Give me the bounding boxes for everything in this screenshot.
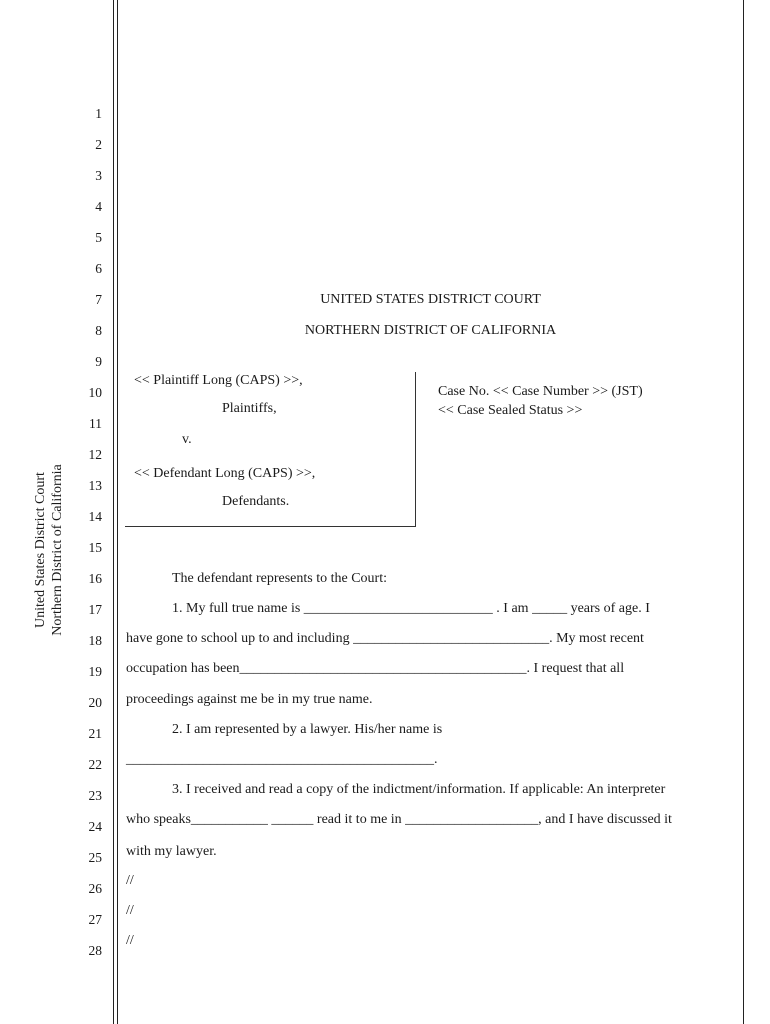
line-number: 17: [88, 602, 102, 617]
line-number: 27: [88, 912, 102, 927]
line-number: 24: [88, 819, 102, 834]
line-number: 18: [88, 633, 102, 648]
paragraph-3-line-2: who speaks___________ ______ read it to me in ___________________, and I have discussed it: [126, 812, 672, 827]
line-number: 10: [88, 385, 102, 400]
district-title: NORTHERN DISTRICT OF CALIFORNIA: [304, 323, 557, 338]
intro-line: The defendant represents to the Court:: [172, 571, 387, 586]
line-number: 2: [95, 137, 102, 152]
caption-divider: [415, 372, 416, 527]
left-margin-rule-inner: [117, 0, 118, 1024]
line-number: 15: [88, 540, 102, 555]
paragraph-2-line-1: 2. I am represented by a lawyer. His/her name is: [172, 722, 443, 737]
line-number: 26: [88, 881, 102, 896]
plaintiff-name: << Plaintiff Long (CAPS) >>,: [134, 373, 303, 388]
side-label-court: United States District Court: [33, 472, 48, 628]
line-number: 13: [88, 478, 102, 493]
line-number: 6: [95, 261, 102, 276]
caption-underline: [125, 526, 416, 527]
line-number: 8: [95, 323, 102, 338]
side-court-label: [28, 452, 70, 648]
sealed-status: << Case Sealed Status >>: [438, 403, 583, 418]
paragraph-1-line-4: proceedings against me be in my true name.: [126, 692, 373, 707]
side-label-district: Northern District of California: [50, 464, 65, 636]
separator-mark: //: [126, 873, 134, 888]
paragraph-1-line-1: 1. My full true name is ___________________________ . I am _____ years of age. I: [172, 601, 650, 616]
line-number: 22: [88, 757, 102, 772]
court-title: UNITED STATES DISTRICT COURT: [320, 292, 541, 307]
plaintiffs-label: Plaintiffs,: [222, 401, 277, 416]
line-number: 11: [89, 416, 102, 431]
line-number: 12: [88, 447, 102, 462]
paragraph-2-line-2: ____________________________________________.: [126, 752, 438, 767]
paragraph-1-line-2: have gone to school up to and including ____________________________. My most recent: [126, 631, 644, 646]
paragraph-3-line-1: 3. I received and read a copy of the indictment/information. If applicable: An interpreter: [172, 782, 666, 797]
line-number: 1: [95, 106, 102, 121]
line-number: 16: [88, 571, 102, 586]
line-number: 28: [88, 943, 102, 958]
line-number: 7: [95, 292, 102, 307]
defendant-name: << Defendant Long (CAPS) >>,: [134, 466, 316, 481]
right-margin-rule: [743, 0, 744, 1024]
case-number: Case No. << Case Number >> (JST): [438, 384, 643, 399]
line-number: 23: [88, 788, 102, 803]
line-number: 3: [95, 168, 102, 183]
separator-mark: //: [126, 903, 134, 918]
paragraph-3-line-3: with my lawyer.: [126, 844, 217, 859]
line-number: 9: [95, 354, 102, 369]
paragraph-1-line-3: occupation has been_________________________________________. I request that all: [126, 661, 625, 676]
separator-mark: //: [126, 933, 134, 948]
line-number: 20: [88, 695, 102, 710]
line-number: 19: [88, 664, 102, 679]
line-number: 21: [88, 726, 102, 741]
line-number: 4: [95, 199, 102, 214]
left-margin-rule-outer: [113, 0, 114, 1024]
line-number: 14: [88, 509, 102, 524]
line-number: 25: [88, 850, 102, 865]
defendants-label: Defendants.: [222, 494, 290, 509]
line-number: 5: [95, 230, 102, 245]
versus-label: v.: [182, 432, 192, 447]
